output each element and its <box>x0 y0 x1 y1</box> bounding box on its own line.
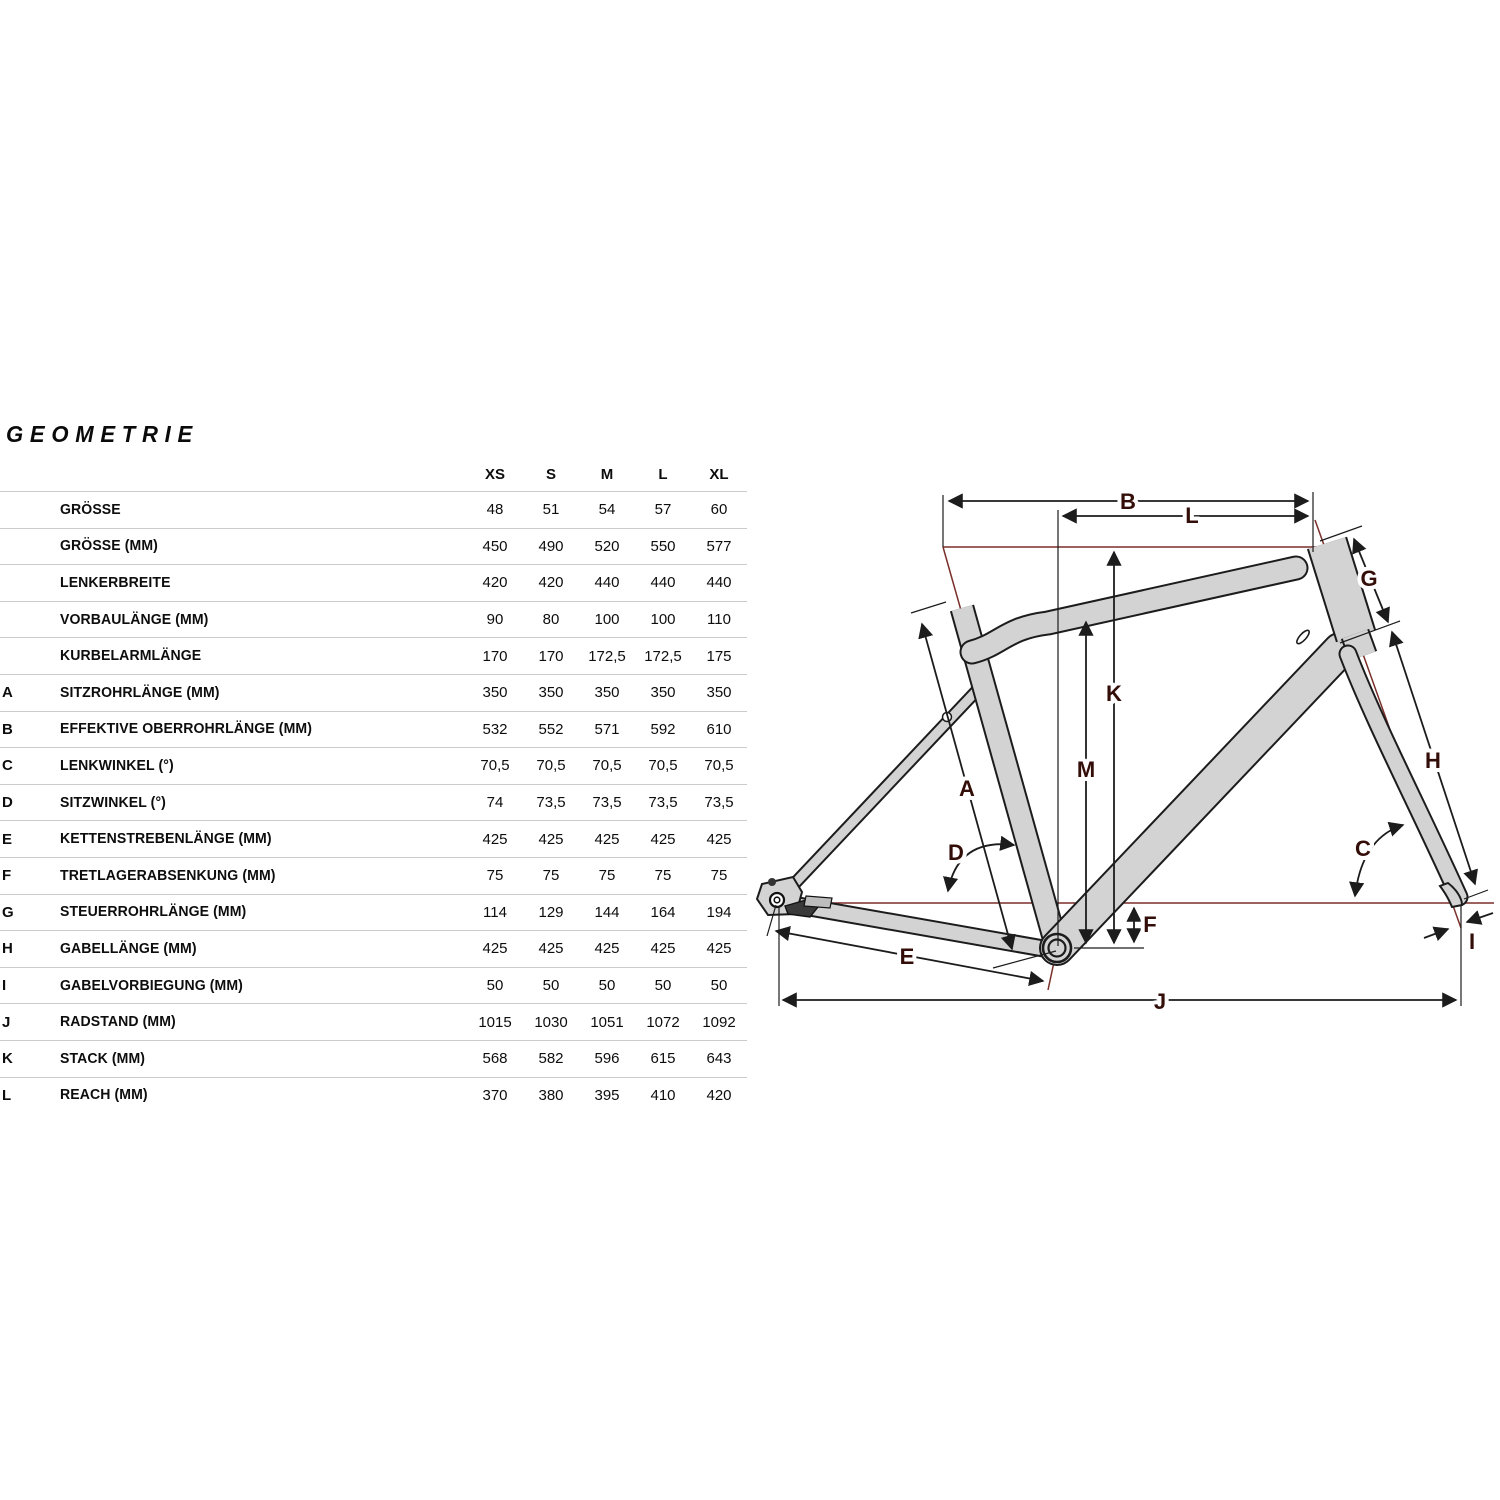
cell-value: 596 <box>594 1050 620 1068</box>
cell-value: 440 <box>706 574 732 592</box>
table-row <box>0 820 747 857</box>
cell-value: 550 <box>650 537 676 555</box>
row-letter: I <box>2 977 7 995</box>
row-letter: C <box>2 757 13 775</box>
table-row <box>0 674 747 711</box>
cell-value: 350 <box>594 684 620 702</box>
cell-value: 57 <box>654 501 672 519</box>
cell-value: 54 <box>598 501 616 519</box>
column-header-s: S <box>545 466 556 483</box>
cell-value: 1030 <box>534 1013 568 1031</box>
row-letter: H <box>2 940 13 958</box>
table-row <box>0 528 747 565</box>
dim-label-D: D <box>948 840 964 865</box>
cell-value: 350 <box>538 684 564 702</box>
cell-value: 425 <box>706 830 732 848</box>
row-name: EFFEKTIVE OBERROHRLÄNGE (MM) <box>60 721 312 738</box>
cell-value: 90 <box>486 611 504 629</box>
cell-value: 75 <box>654 867 672 885</box>
cell-value: 175 <box>706 647 732 665</box>
cell-value: 490 <box>538 537 564 555</box>
cell-value: 610 <box>706 720 732 738</box>
cell-value: 51 <box>542 501 560 519</box>
dim-label-K: K <box>1106 681 1122 706</box>
cell-value: 60 <box>710 501 728 519</box>
dim-label-A: A <box>959 776 975 801</box>
row-name: STACK (MM) <box>60 1050 146 1067</box>
table-row <box>0 747 747 784</box>
dim-label-F: F <box>1143 912 1157 937</box>
cell-value: 170 <box>538 647 564 665</box>
row-name: RADSTAND (MM) <box>60 1014 176 1031</box>
row-name: KURBELARMLÄNGE <box>60 648 202 665</box>
frame-diagram <box>750 470 1500 1070</box>
row-letter: D <box>2 794 13 812</box>
dim-label-E: E <box>899 944 915 969</box>
row-name: REACH (MM) <box>60 1087 148 1104</box>
cell-value: 425 <box>482 940 508 958</box>
cell-value: 571 <box>594 720 620 738</box>
cell-value: 440 <box>594 574 620 592</box>
row-name: GRÖSSE (MM) <box>60 538 158 555</box>
page-title: GEOMETRIE <box>6 421 199 447</box>
cell-value: 70,5 <box>536 757 566 775</box>
cell-value: 70,5 <box>648 757 678 775</box>
cell-value: 410 <box>650 1086 676 1104</box>
table-row <box>0 894 747 931</box>
row-name: LENKERBREITE <box>60 574 171 591</box>
cell-value: 425 <box>594 940 620 958</box>
cell-value: 73,5 <box>592 794 622 812</box>
row-name: LENKWINKEL (°) <box>60 757 174 774</box>
cell-value: 425 <box>594 830 620 848</box>
cell-value: 425 <box>538 940 564 958</box>
cell-value: 380 <box>538 1086 564 1104</box>
table-row <box>0 564 747 601</box>
cell-value: 1051 <box>590 1013 624 1031</box>
cell-value: 350 <box>650 684 676 702</box>
row-name: STEUERROHRLÄNGE (MM) <box>60 904 247 921</box>
cell-value: 100 <box>594 611 620 629</box>
geometry-table <box>0 458 747 1113</box>
dim-label-G: G <box>1360 566 1378 591</box>
table-row <box>0 784 747 821</box>
table-row <box>0 857 747 894</box>
cell-value: 50 <box>542 977 560 995</box>
row-name: GRÖSSE <box>60 501 121 518</box>
cell-value: 577 <box>706 537 732 555</box>
cell-value: 129 <box>538 903 564 921</box>
cell-value: 568 <box>482 1050 508 1068</box>
cell-value: 643 <box>706 1050 732 1068</box>
dim-label-H: H <box>1425 748 1441 773</box>
cell-value: 75 <box>542 867 560 885</box>
cell-value: 172,5 <box>588 647 626 665</box>
dim-label-L: L <box>1185 503 1199 528</box>
cell-value: 50 <box>598 977 616 995</box>
column-header-xl: XL <box>709 466 729 483</box>
cell-value: 420 <box>482 574 508 592</box>
cell-value: 532 <box>482 720 508 738</box>
cell-value: 425 <box>650 940 676 958</box>
row-letter: L <box>2 1086 12 1104</box>
cell-value: 70,5 <box>480 757 510 775</box>
cell-value: 425 <box>650 830 676 848</box>
table-row <box>0 637 747 674</box>
row-letter: G <box>2 903 14 921</box>
cell-value: 425 <box>706 940 732 958</box>
cell-value: 425 <box>482 830 508 848</box>
cell-value: 73,5 <box>704 794 734 812</box>
row-name: TRETLAGERABSENKUNG (MM) <box>60 867 276 884</box>
column-header-l: L <box>658 466 668 483</box>
cell-value: 520 <box>594 537 620 555</box>
cell-value: 75 <box>486 867 504 885</box>
table-row <box>0 711 747 748</box>
cable-port <box>1295 629 1311 646</box>
column-header-xs: XS <box>484 466 505 483</box>
cell-value: 440 <box>650 574 676 592</box>
cell-value: 615 <box>650 1050 676 1068</box>
cell-value: 194 <box>706 903 732 921</box>
row-name: SITZWINKEL (°) <box>60 794 166 811</box>
cell-value: 144 <box>594 903 620 921</box>
row-name: GABELVORBIEGUNG (MM) <box>60 977 243 994</box>
cell-value: 582 <box>538 1050 564 1068</box>
table-row <box>0 601 747 638</box>
cell-value: 1092 <box>702 1013 736 1031</box>
row-letter: K <box>2 1050 13 1068</box>
row-name: SITZROHRLÄNGE (MM) <box>60 684 220 701</box>
cell-value: 170 <box>482 647 508 665</box>
dim-label-B: B <box>1120 489 1136 514</box>
column-header-m: M <box>600 466 614 483</box>
cell-value: 350 <box>706 684 732 702</box>
table-row <box>0 1077 747 1114</box>
cell-value: 50 <box>654 977 672 995</box>
cell-value: 110 <box>707 611 731 629</box>
cell-value: 164 <box>650 903 676 921</box>
row-name: GABELLÄNGE (MM) <box>60 940 197 957</box>
cell-value: 172,5 <box>644 647 682 665</box>
row-name: VORBAULÄNGE (MM) <box>60 611 209 628</box>
cell-value: 74 <box>486 794 504 812</box>
dim-label-C: C <box>1355 836 1371 861</box>
cell-value: 420 <box>538 574 564 592</box>
row-letter: B <box>2 720 13 738</box>
cell-value: 73,5 <box>536 794 566 812</box>
dim-label-J: J <box>1153 989 1167 1014</box>
cell-value: 100 <box>650 611 676 629</box>
table-row <box>0 491 747 528</box>
dim-label-I: I <box>1468 929 1476 954</box>
cell-value: 395 <box>594 1086 620 1104</box>
table-row <box>0 930 747 967</box>
dim-I-right <box>1467 913 1493 922</box>
cell-value: 73,5 <box>648 794 678 812</box>
table-header-row <box>0 458 747 491</box>
cell-value: 370 <box>482 1086 508 1104</box>
cell-value: 350 <box>482 684 508 702</box>
cell-value: 48 <box>486 501 504 519</box>
frame-outline <box>757 543 1462 962</box>
cell-value: 1015 <box>478 1013 512 1031</box>
cell-value: 425 <box>538 830 564 848</box>
dim-I-left <box>1424 929 1448 938</box>
row-letter: A <box>2 684 13 702</box>
row-letter: E <box>2 830 13 848</box>
cell-value: 70,5 <box>592 757 622 775</box>
cell-value: 75 <box>598 867 616 885</box>
cell-value: 75 <box>710 867 728 885</box>
row-name: KETTENSTREBENLÄNGE (MM) <box>60 831 272 848</box>
table-row <box>0 1003 747 1040</box>
cell-value: 80 <box>542 611 560 629</box>
table-row <box>0 967 747 1004</box>
row-letter: F <box>2 867 12 885</box>
cell-value: 70,5 <box>704 757 734 775</box>
cell-value: 1072 <box>646 1013 680 1031</box>
cell-value: 50 <box>710 977 728 995</box>
row-letter: J <box>2 1013 11 1031</box>
table-row <box>0 1040 747 1077</box>
cell-value: 592 <box>650 720 676 738</box>
cell-value: 50 <box>486 977 504 995</box>
cell-value: 420 <box>706 1086 732 1104</box>
dim-label-M: M <box>1076 757 1096 782</box>
frame-diagram-svg <box>750 470 1500 1070</box>
cell-value: 552 <box>538 720 564 738</box>
cell-value: 114 <box>483 903 507 921</box>
cell-value: 450 <box>482 537 508 555</box>
